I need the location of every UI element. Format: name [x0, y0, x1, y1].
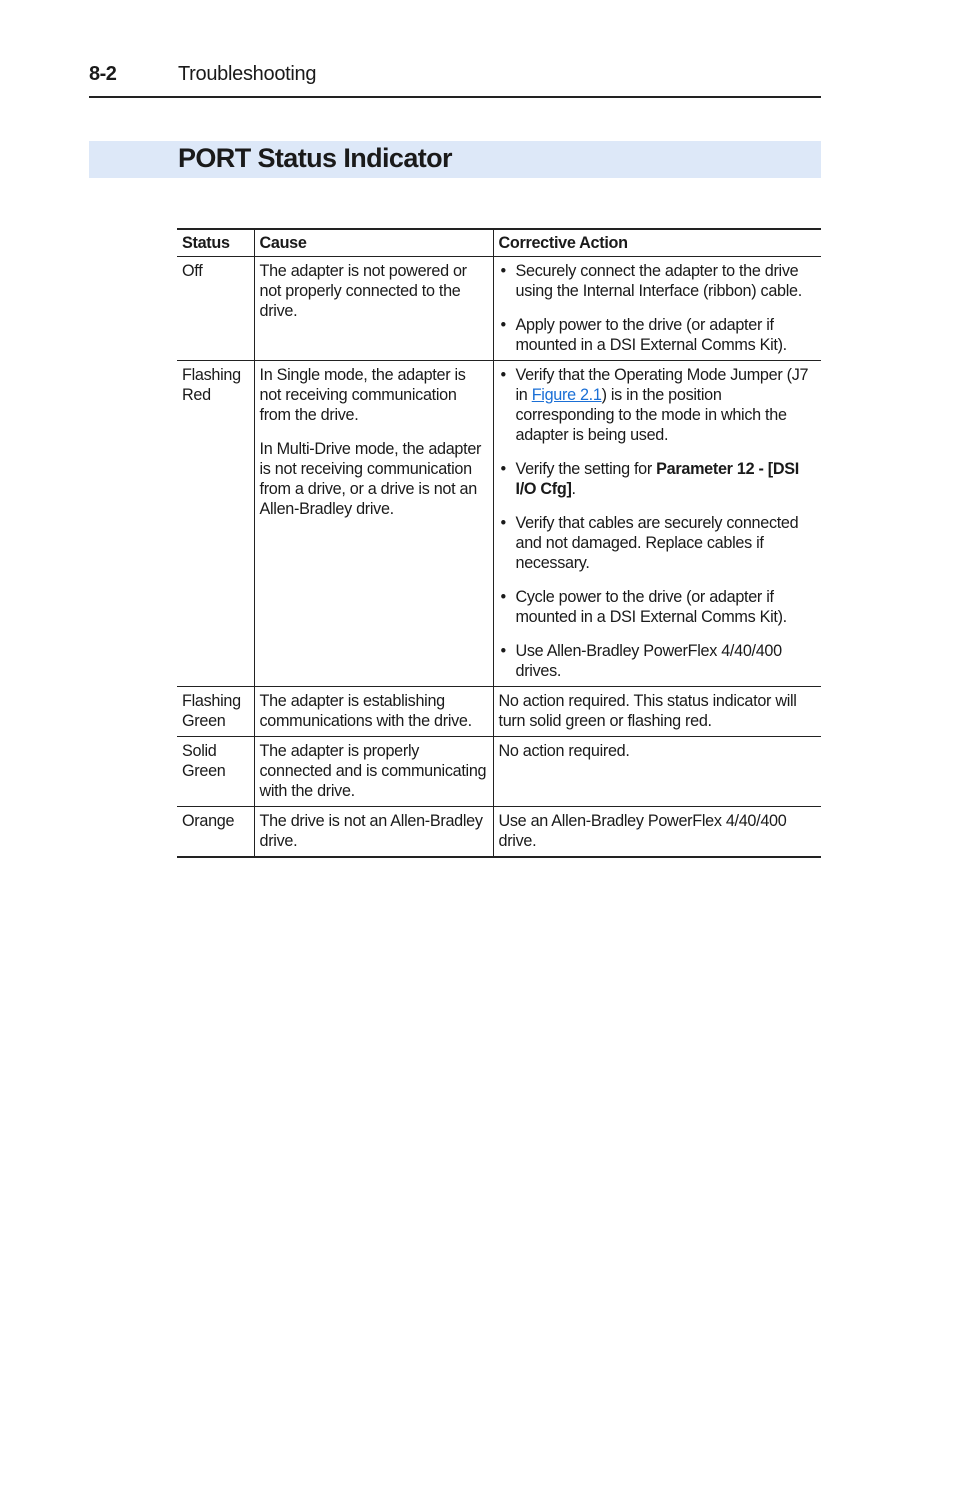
- action-cell: [493, 257, 821, 361]
- table-row-orange: [177, 807, 821, 858]
- action-text: ) is in the position corresponding to the mode in which the adapter is being used.: [515, 386, 787, 444]
- cause-cell: The adapter is properly connected and is communicating with the drive.: [254, 737, 493, 807]
- cause-cell: The drive is not an Allen-Bradley drive.: [254, 807, 493, 858]
- table-row-solid-green: [177, 737, 821, 807]
- status-cell: Flashing Green: [177, 687, 254, 737]
- action-list: [499, 365, 817, 681]
- cause-cell: The adapter is establishing communications with the drive.: [254, 687, 493, 737]
- figure-2-1-link[interactable]: Figure 2.1: [531, 386, 602, 404]
- page-title: PORT Status Indicator: [178, 143, 452, 173]
- table-row-flashing-green: [177, 687, 821, 737]
- action-item: • Securely connect the adapter to the drive using the Internal Interface (ribbon) cable.: [499, 261, 817, 301]
- header-cause: Cause: [254, 229, 493, 257]
- action-list: [499, 261, 817, 355]
- action-item: [499, 365, 817, 445]
- header-status: Status: [177, 229, 254, 257]
- title-band: [89, 141, 821, 178]
- table-row-flashing-red: [177, 361, 821, 687]
- action-text: .: [571, 480, 576, 498]
- action-text: Verify the setting for: [515, 460, 657, 478]
- parameter-name: Parameter 12 - [DSI I/O Cfg]: [515, 460, 799, 498]
- action-cell: [493, 361, 821, 687]
- cause-text: In Multi-Drive mode, the adapter is not receiving communication from a drive, or a drive is not an Allen-Bradley drive.: [259, 440, 482, 518]
- page-header: [89, 60, 821, 98]
- table-header-row: [177, 229, 821, 257]
- action-cell: No action required. This status indicator will turn solid green or flashing red.: [493, 687, 821, 737]
- table-row-off: [177, 257, 821, 361]
- cause-text: The adapter is not powered or not properly connected to the drive.: [259, 262, 467, 320]
- header-corrective-action: Corrective Action: [493, 229, 821, 257]
- action-item: • Apply power to the drive (or adapter if mounted in a DSI External Comms Kit).: [499, 315, 817, 355]
- action-text: Verify that the Operating Mode Jumper (J7 in: [515, 366, 809, 404]
- action-item: [499, 459, 817, 499]
- action-cell: Use an Allen-Bradley PowerFlex 4/40/400 drive.: [493, 807, 821, 858]
- cause-cell: [254, 257, 493, 361]
- status-cell: Orange: [177, 807, 254, 858]
- action-item: • Cycle power to the drive (or adapter if mounted in a DSI External Comms Kit).: [499, 587, 817, 627]
- status-cell: Solid Green: [177, 737, 254, 807]
- cause-cell: [254, 361, 493, 687]
- page-number: 8-2: [89, 63, 117, 85]
- section-name: Troubleshooting: [178, 63, 317, 85]
- status-cell: Off: [177, 257, 254, 361]
- action-item: • Use Allen-Bradley PowerFlex 4/40/400 drives.: [499, 641, 817, 681]
- cause-text: In Single mode, the adapter is not receiving communication from the drive.: [259, 366, 466, 424]
- action-cell: No action required.: [493, 737, 821, 807]
- status-table: [177, 228, 821, 858]
- action-item: • Verify that cables are securely connected and not damaged. Replace cables if necessary.: [499, 513, 817, 573]
- status-cell: Flashing Red: [177, 361, 254, 687]
